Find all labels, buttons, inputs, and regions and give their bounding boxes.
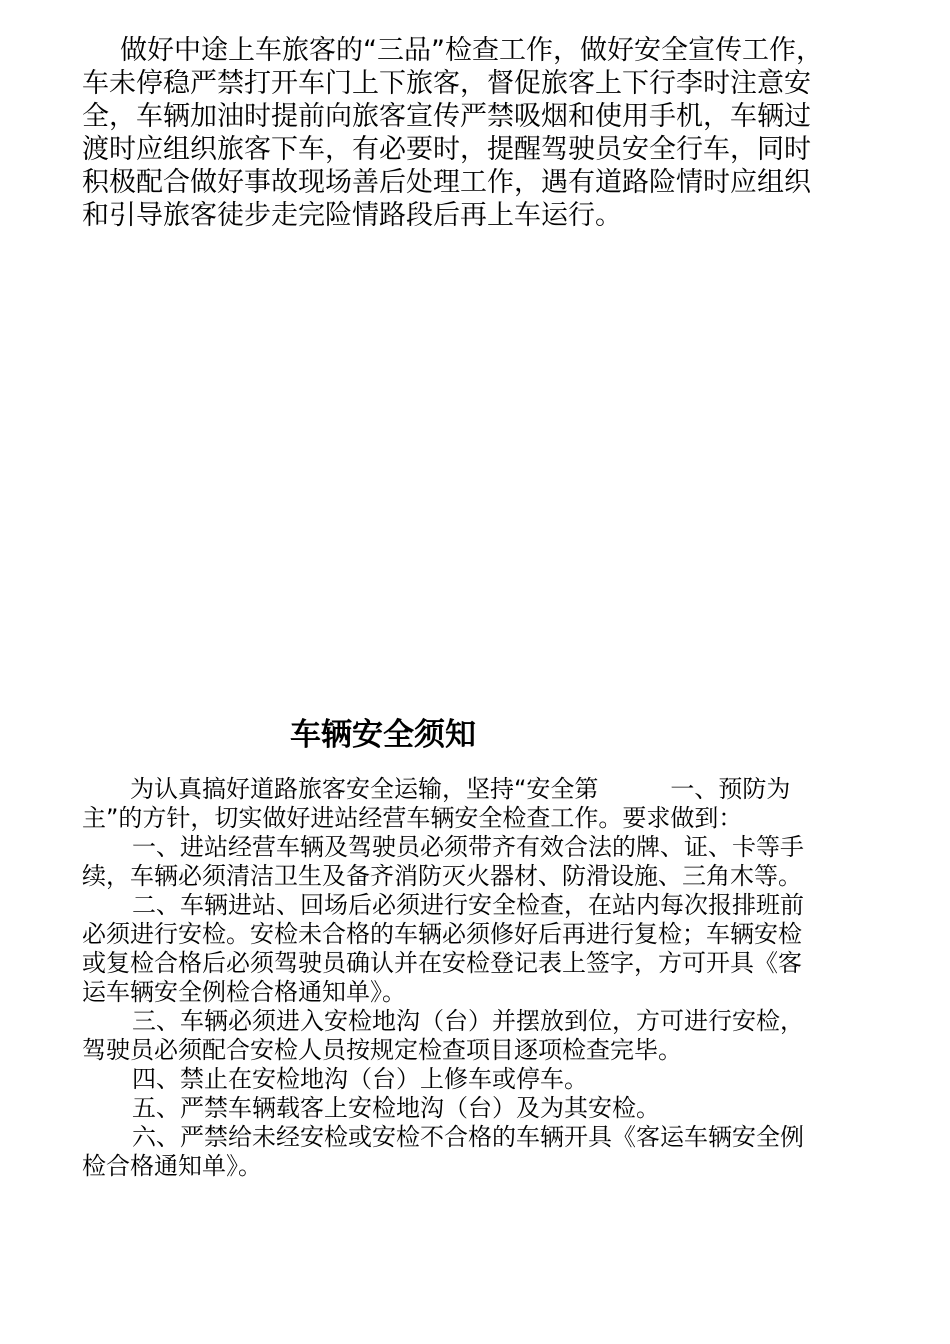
notice-title: 车辆安全须知 xyxy=(290,717,476,753)
paragraph-line: 积极配合做好事故现场善后处理工作，遇有道路险情时应组织 xyxy=(82,167,811,198)
notice-line: 一、进站经营车辆及驾驶员必须带齐有效合法的牌、证、卡等手 xyxy=(132,833,804,861)
notice-line: 主”的方针，切实做好进站经营车辆安全检查工作。要求做到： xyxy=(82,804,743,832)
notice-line: 五、严禁车辆载客上安检地沟（台）及为其安检。 xyxy=(132,1094,660,1122)
notice-line: 为认真搞好道路旅客安全运输，坚持“安全第 一、预防为 xyxy=(130,775,791,803)
paragraph-line: 车未停稳严禁打开车门上下旅客，督促旅客上下行李时注意安 xyxy=(82,68,811,99)
notice-line: 检合格通知单》。 xyxy=(82,1152,262,1180)
notice-line: 三、车辆必须进入安检地沟（台）并摆放到位，方可进行安检， xyxy=(132,1007,804,1035)
notice-line: 二、车辆进站、回场后必须进行安全检查，在站内每次报排班前 xyxy=(132,891,804,919)
notice-line: 驾驶员必须配合安检人员按规定检查项目逐项检查完毕。 xyxy=(82,1036,682,1064)
notice-line: 必须进行安检。安检未合格的车辆必须修好后再进行复检；车辆安检 xyxy=(82,920,802,948)
paragraph-line: 做好中途上车旅客的“三品”检查工作，做好安全宣传工作， xyxy=(120,35,823,66)
notice-line: 运车辆安全例检合格通知单》。 xyxy=(82,978,406,1006)
notice-line: 续，车辆必须清洁卫生及备齐消防灭火器材、防滑设施、三角木等。 xyxy=(82,862,802,890)
paragraph-line: 和引导旅客徒步走完险情路段后再上车运行。 xyxy=(82,200,622,231)
notice-line: 或复检合格后必须驾驶员确认并在安检登记表上签字，方可开具《客 xyxy=(82,949,802,977)
notice-line: 四、禁止在安检地沟（台）上修车或停车。 xyxy=(132,1065,588,1093)
paragraph-line: 渡时应组织旅客下车，有必要时，提醒驾驶员安全行车，同时 xyxy=(82,134,811,165)
notice-line: 六、严禁给未经安检或安检不合格的车辆开具《客运车辆安全例 xyxy=(132,1123,804,1151)
paragraph-line: 全，车辆加油时提前向旅客宣传严禁吸烟和使用手机，车辆过 xyxy=(82,101,811,132)
